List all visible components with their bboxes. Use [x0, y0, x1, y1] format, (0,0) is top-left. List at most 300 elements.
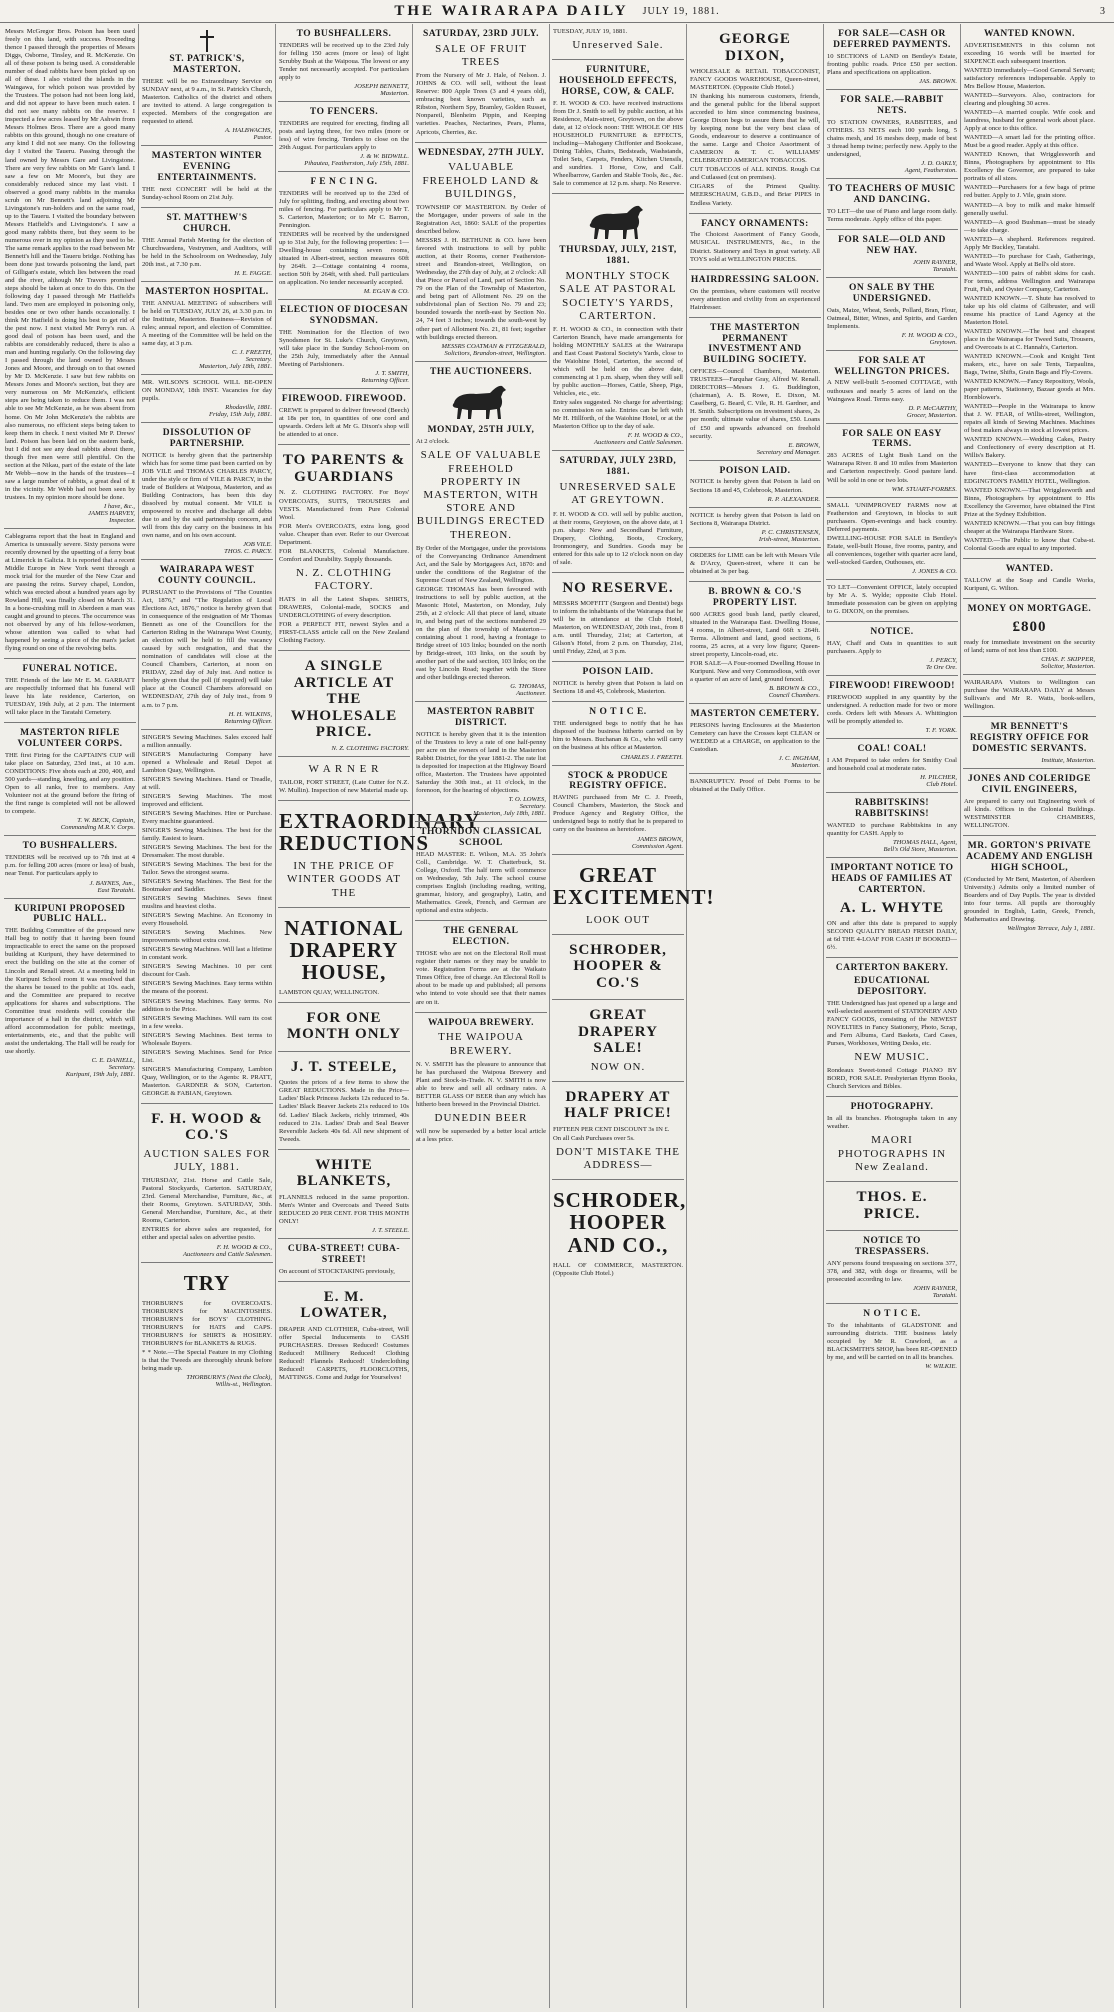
ad-display-line: WHITE BLANKETS, — [296, 1156, 392, 1190]
ad-signature: C. J. FREETH, Secretary. Masterton, July 18th, 1881. — [199, 348, 272, 370]
advertisement-block — [826, 498, 958, 580]
ad-heading: WEDNESDAY, 27TH JULY. — [417, 147, 545, 158]
column-5 — [550, 24, 715, 2008]
advertisement-block — [826, 739, 958, 793]
ad-body-text: SINGER'S Manufacturing Company, Lambton Quay, Wellington, or to the Agents: R. PRATT, Masterton. GARDNER & SON, Carterton. GEORGE & FABIAN, Greytown. — [142, 1065, 272, 1097]
ad-body-text: 10 SECTIONS of LAND on Bentley's Estate, fronting public roads. Price £50 per section. Plans and specifications on application. — [827, 52, 957, 76]
ad-body-text: N. V. SMITH has the pleasure to announce that he has purchased the Waipoua Brewery and Plant and Stock-in-Trade. N. V. SMITH is now able to brew and sell all ordinary rates. A BETTER GLASS OF BEER than any which has hitherto been brewed in the Provincial District. — [416, 1060, 546, 1108]
ad-signature: C. E. DANIELL, Secretary. Kuripuni, 19th July, 1881. — [65, 1056, 135, 1078]
ad-body-text: SINGER'S Sewing Machines. Will earn its cost in a few weeks. — [142, 1014, 272, 1030]
ad-body-text: The Choicest Assortment of Fancy Goods, MUSICAL INSTRUMENTS, &c., in the District. Stationery and Toys in great variety. All TOYS sold at WELLINGTON PRICES. — [690, 231, 820, 263]
ad-body-text: F. H. WOOD & CO., in connection with their Carterton Branch, have made arrangements for holding MONTHLY SALES at the Wairarapa and East Coast Pastoral Society's Yards, close to the Waiohine Hotel, Carterton, the second of which will be held on the above date, commencing at 1 p.m. sharp, when they will sell by public auction—Horses, Cattle, Sheep, Pigs, Vehicles, etc., etc. — [553, 325, 683, 398]
ad-body-text: SINGER'S Sewing Machines. Will last a lifetime in constant work. — [142, 946, 272, 962]
ad-signature: Wellington Terrace, July 1, 1881. — [1007, 925, 1095, 933]
ad-signature: JOHN RAYNER, Taratahi. — [913, 1284, 957, 1299]
column-6 — [687, 24, 824, 2008]
ad-heading: MASTERTON RIFLE VOLUNTEER CORPS. — [17, 728, 123, 750]
ad-subheading: NEW MUSIC. — [854, 1051, 930, 1064]
ad-heading: FURNITURE, HOUSEHOLD EFFECTS, HORSE, COW, & CALF. — [559, 65, 677, 98]
ad-subheading: AUCTION SALES FOR JULY, 1881. — [143, 1147, 271, 1174]
ad-signature: T. W. BECK, Captain, Commanding M.R.V. Corps. — [60, 817, 135, 832]
ad-body-text: * * Note.—The Special Feature in my Clothing is that the Tweeds are thoroughly shrunk before being made up. — [142, 1348, 272, 1372]
ad-body-text: ANY persons found trespassing on sections 377, 378, and 382, with dogs or firearms, will be prosecuted according to law. — [827, 1259, 957, 1283]
advertisement-block — [4, 24, 136, 529]
advertisement-block — [4, 899, 136, 1082]
ad-body-text: FOR BLANKETS, Colonial Manufacture. Comfort and Durability. Supply thousands. — [279, 547, 409, 563]
ad-body-text: WANTED.—The Public to know that Cuba-st. Colonial Goods are equal to any imported. — [964, 536, 1095, 552]
ad-body-text: THE undersigned begs to notify that he has disposed of the business hitherto carried on by him to Messrs. Buchanan & Co., who will carry on the business at his office at Masterton. — [553, 720, 683, 752]
ad-heading: SATURDAY, 23RD JULY. — [422, 29, 540, 39]
ad-body-text: SINGER'S Sewing Machines. The best for the family. Easiest to learn. — [142, 826, 272, 842]
ad-heading: IMPORTANT NOTICE TO HEADS OF FAMILIES AT CARTERTON. — [830, 862, 954, 895]
ad-heading: TO BUSHFALLERS. — [22, 841, 118, 852]
ad-heading: MASTERTON WINTER EVENING ENTERTAINMENTS. — [151, 151, 263, 183]
ad-body-text: Oats, Maize, Wheat, Seeds, Pollard, Bran, Flour, Oatmeal, Bitter, Wines, and Spirits, and Garden Implements. — [827, 306, 957, 330]
advertisement-block — [278, 757, 410, 801]
ad-heading: NOTICE. — [870, 626, 914, 637]
advertisement-block — [826, 1097, 958, 1182]
advertisement-block — [141, 1104, 273, 1263]
ad-heading: POISON LAID. — [582, 667, 654, 678]
ad-display-line: DRAPERY AT HALF PRICE! — [564, 1088, 672, 1122]
ad-signature: Institute, Masterton. — [1041, 757, 1095, 765]
ad-signature: B. BROWN & CO., Council Chambers. — [768, 684, 820, 699]
ad-heading: FOR SALE.—RABBIT NETS. — [840, 94, 944, 116]
ad-body-text: WANTED—A good Bushman—must be steady—to take charge. — [964, 218, 1095, 234]
ad-body-text: F. H. WOOD & CO. will sell by public auction, at their rooms, Greytown, on the above date, at 1 p.m. sharp: New and Secondhand Furniture, Drapery, Clothing, Boots, Crockery, Ironmongery, and Sundries. Goods may be entered for this sale up to 12 o'clock noon on day of sale. — [553, 510, 683, 566]
ad-body-text: SMALL 'UNIMPROVED' FARMS now at Featherston and Greytown, in blocks to suit purchasers. Open-evenings and back country. Deferred payments. — [827, 501, 957, 533]
ad-body-text: will now be superseded by a better local article at a less price. — [416, 1128, 546, 1144]
ad-heading: MR BENNETT'S REGISTRY OFFICE FOR DOMESTIC SERVANTS. — [969, 722, 1090, 755]
ad-heading: COAL! COAL! — [857, 743, 927, 754]
horse-icon — [553, 201, 683, 241]
ad-signature: CHARLES J. FREETH. — [620, 753, 683, 761]
ad-body-text: SINGER'S Sewing Machine. An Economy in every Household. — [142, 912, 272, 928]
advertisement-block — [689, 24, 821, 214]
ad-body-text: HAVING purchased from Mr C. J. Freeth, Council Chambers, Masterton, the Stock and Produce Agency and Registry Office, the undersigned begs to notify that he is prepared to carry on the business as heretofore. — [553, 794, 683, 834]
ad-heading: ST. PATRICK'S, MASTERTON. — [169, 54, 245, 75]
ad-heading: MASTERTON RABBIT DISTRICT. — [427, 707, 535, 729]
ad-signature: D. P. McCARTHY, Grocer, Masterton. — [906, 404, 957, 419]
ad-heading: MR. GORTON'S PRIVATE ACADEMY AND ENGLISH HIGH SCHOOL, — [966, 841, 1093, 873]
ad-heading: PHOTOGRAPHY. — [850, 1102, 934, 1113]
advertisement-block — [278, 300, 410, 389]
ad-body-text: At 2 o'clock. — [416, 438, 450, 446]
ad-heading: WAIPOUA BREWERY. — [427, 1017, 535, 1028]
ad-body-text: IN thanking his numerous customers, friends, and the general public for the liberal support accorded to him since commencing business, George Dixon begs to assure them that he will, by keeping none but the very best class of Goods, endeavour to deserve a continuance of the same. Large and Choice Assortment of CAMERON & T. C. WILLIAMS' CELEBRATED AMERICAN TOBACCOS. — [690, 93, 820, 165]
ad-display-line: F. H. WOOD & CO.'S — [151, 1110, 263, 1144]
ad-body-text: TOWNSHIP OF MASTERTON. By Order of the Mortgagee, under powers of sale in the Registration Act, 1860: SALE of the properties described below. — [416, 204, 546, 236]
ad-body-text: GEORGE THOMAS has been favoured with instructions to sell by public auction, at the Masonic Hotel, Masterton, on Monday, July 25th, at 2 o'clock: All that piece of land, situate in, and being part of the sections numbered 29 on the plan of the township of Masterton—containing about 1 rood, having a frontage to Bridge street of 103 links; bounded on the north by Bridge-street, 103 links, on the south by another part of the said section, 103 links; on the east by Lincoln Road; together with the Store and other buildings erected thereon. — [416, 585, 546, 682]
ad-signature: JOHN RAYNER, Taratahi. — [913, 258, 957, 273]
advertisement-block — [4, 836, 136, 898]
ad-headline: TRY — [183, 1270, 231, 1295]
ad-body-text: THE Undersigned has just opened up a large and well-selected assortment of STATIONERY AND FANCY GOODS, consisting of the NEWEST NOVELTIES in Fancy Stationery, Photo, Scrap, and Fern Albums, Card Baskets, Card Cases, Purses, Workboxes, Writing Desks, etc. — [827, 999, 957, 1048]
ad-body-text: HATS in all the Latest Shapes. SHIRTS, DRAWERS, Colonial-made, SOCKS and UNDERCLOTHING of every description. — [279, 596, 409, 620]
advertisement-block — [963, 675, 1096, 717]
ad-heading: DISSOLUTION OF PARTNERSHIP. — [162, 428, 252, 449]
page-number: 3 — [1100, 5, 1106, 17]
ad-body-text: SINGER'S Sewing Machines. Hire or Purchase. Every machine guaranteed. — [142, 809, 272, 825]
ad-signature: THORBURN'S (Next the Clock), Willis-st., Wellington. — [186, 1373, 272, 1388]
ad-signature: JOB VILE. THOS. C. PARCY. — [224, 541, 272, 556]
ad-signature: CHAS. F. SKIPPER, Solicitor, Masterton. — [1040, 656, 1095, 671]
advertisement-block — [278, 24, 410, 102]
ad-body-text: HAY, Chaff and Oats in quantities to suit purchasers. Apply to — [827, 639, 957, 655]
ad-heading: MASTERTON HOSPITAL. — [145, 286, 269, 297]
ad-heading: POISON LAID. — [719, 465, 791, 476]
ad-body-text: THORBURN'S for OVERCOATS. THORBURN'S for MACINTOSHES. THORBURN'S for BOYS' CLOTHING. THORBURN'S for HATS and CAPS. THORBURN'S for SHIRTS & HOSIERY. THORBURN'S for BLANKETS & RUGS. — [142, 1299, 272, 1347]
advertisement-block — [141, 24, 273, 146]
ad-body-text: LAMBTON QUAY, WELLINGTON. — [279, 988, 380, 996]
advertisement-block — [689, 774, 821, 799]
ad-body-text: ON and after this date is prepared to supply SECOND QUALITY BREAD FRESH DAILY, at 6d THE 4-LOAF FOR CASH IF BOOKED—6½. — [827, 920, 957, 952]
ad-heading: NOTICE TO TRESPASSERS. — [854, 1236, 930, 1257]
ad-body-text: SINGER'S Sewing Machines. Sales exceed half a million annually. — [142, 733, 272, 749]
ad-signature: H. PILCHER, Club Hotel. — [920, 773, 957, 788]
advertisement-block — [278, 908, 410, 1003]
advertisement-block — [963, 769, 1096, 836]
ad-heading: THE GENERAL ELECTION. — [443, 926, 519, 948]
ad-body-text: SINGER'S Sewing Machines. Easy terms. No addition to the Price. — [142, 997, 272, 1013]
advertisement-block — [141, 423, 273, 560]
ad-body-text: SINGER'S Manufacturing Company have opened a Wholesale and Retail Depot at Lambton Quay, Wellington. — [142, 750, 272, 774]
ad-heading: TO TEACHERS OF MUSIC AND DANCING. — [828, 183, 956, 205]
ad-heading: MONEY ON MORTGAGE. — [967, 603, 1092, 614]
ad-heading: EDUCATIONAL DEPOSITORY. — [853, 976, 931, 998]
advertisement-block — [826, 580, 958, 622]
ad-body-text: THE first Firing for the CAPTAIN'S CUP will take place on Saturday, 23rd inst., at 10 a.m. CONDITIONS: Five shots each at 200, 400, and 500 yards—standing, kneeling, and any position. Open to all ranks, free to members. Any Volunteer not at the ground before the firing of the first range is completed will not be allowed to compete. — [5, 752, 135, 816]
ad-body-text: BANKRUPTCY. Proof of Debt Forms to be obtained at the Daily Office. — [690, 777, 820, 793]
advertisement-block — [963, 836, 1096, 936]
ad-heading: ST. MATTHEW'S CHURCH. — [166, 212, 248, 234]
ad-body-text: TENDERS will be received up to the 23rd July for felling 150 acres (more or less) of light Scrubby Bush at the Waipoua. The lowest or any Tender not necessarily accepted. For particulars apply to — [279, 41, 409, 82]
ad-signature: JAS. BROWN. — [919, 77, 957, 85]
ad-body-text: On the premises, where customers will receive every attention and civility from an experienced Hairdresser. — [690, 287, 820, 311]
ad-body-text: WHOLESALE & RETAIL TOBACCONIST, FANCY GOODS WAREHOUSE, Queen-street, MASTERTON. (Opposite Club Hotel.) — [690, 68, 820, 92]
advertisement-block — [552, 702, 684, 765]
ad-heading: FIREWOOD! FIREWOOD! — [829, 680, 955, 691]
ad-signature: F. H. WOOD & CO., Greytown. — [901, 331, 957, 346]
ad-subheading: MAORI PHOTOGRAPHS IN New Zealand. — [837, 1134, 947, 1173]
ad-body-text: SINGER'S Sewing Machines. The best for the Tailor. Sews the strongest seams. — [142, 861, 272, 877]
ad-display-line: A SINGLE ARTICLE AT THE WHOLESALE PRICE. — [290, 658, 398, 741]
ad-body-text: From the Nursery of Mr J. Hale, of Nelson. J. JOHNS & CO. will sell, without the least Reserve: 800 Apple Trees (3 and 4 years old), embracing best known varieties, such as Ribston, Northern Spy, Bramley, Golden Russet, Nonpareil, Blenheim Pippin, and Keeping varieties. Peaches, Nectarines, Pears, Plums, Apricots, Cherries, &c. — [416, 72, 546, 136]
ad-body-text: Messrs McGregor Bros. Poison has been used freely on this land, with success. Proceeding thence I passed through the properties of Messrs Diggs, Osborne, Tinsley, and R. McKenzie. On all of these poison is being used. A considerable number of dead rabbits have been picked up on all of these. I also visited the islands in the Waingawa, for which poison was provided by the Trustees. The poison had not been long laid, and did not appear to have been much eaten. I did not see many rabbits on the reserve. I inspected a few acres leased by Mr Ashwin from Messrs Holmes Bros. There are a good many rabbits on this ground, though no one creature of any kind I did not see many. On the following day I visited the Taueru. Passing through the land owned by Messrs Gare and Livingstone. There are very few rabbits on Mr Gare's land. I saw a few on Mr Moore's, but they are considerably reduced since my last visit. I observed a good many rabbits in the manuka scrub on Mr Bennett's land adjoining Mr Livingstone's run-holders and on the same road, up to the Taueru. I visited the boundary between Messrs Hatfield's and Livingstone's. I saw a good many rabbits there, but they seem to be numerous over in my opinion as they used to be. The same remark applies to the road between Mr Bennett's hill and the Taueru bridge. Nothing has been done just towards poisoning the land, part of Gilligan's estate, which lies between the road and the river, although Mr Travers promised steps should be taken at once to do this. On the following day I passed through Mr Hatfield's land. Two men are employed in poisoning only, besides one or two other hands occasionally. I think Mr Hatfield is doing his best to get rid of the pest now. I next visited Mr Perry's run. A good deal of poison has been used, and the rabbits are considerably reduced, there is also a man and hunting regularly. On the following day I passed through the land owned by Messrs Jones and Moore, and through on to that owned by Mr D. McKenzie. I saw but few rabbits on Messrs Jones and Moore's section, but they are very numerous on Mr McKenzie's, efficient steps are being taken to reduce them. I was not able to see Mr McKenzie, as he was absent from home. On Mr John McKenzie's the rabbits are also numerous, no efficient steps being taken to keep them in check. I next visited Mr P. Drews' land. Poison has been laid on the eastern bank, but I did not see any dead rabbits about there, though five men were still plentiful. On the section at the Nikau, part of the estate of the late Mr Webb—now in the hands of the trustees—I saw a large number of rabbits, a great deal of it in the vicinity. Mr Webb had not been seen by trustees. In my opinion more should be done. — [5, 28, 135, 501]
advertisement-block — [963, 24, 1096, 559]
ad-body-text: WANTED KNOWN.—Fancy Repository, Wools, paper patterns, Stationery, Bazaar goods at Mrs. Hornblower's. — [964, 378, 1095, 402]
ad-body-text: FOR SALE—A Four-roomed Dwelling House in Kuripuni. New and very Commodious, with over a quarter of an acre of land, ground fenced. — [690, 659, 820, 683]
ad-body-text: NOTICE is hereby given that Poison is laid on Sections 8, Wairarapa District. — [690, 511, 820, 527]
ad-body-text: FIREWOOD supplied in any quantity by the undersigned. A reduction made for two or more cords. Orders left with Messrs A. Whittington will be promptly attended to. — [827, 693, 957, 725]
ad-body-text: WAIRARAPA Visitors to Wellington can purchase the WAIRARAPA DAILY at Messrs Sullivan's and Mr R. Watts, book-sellers, Wellington. — [964, 679, 1095, 711]
ad-body-text: ORDERS for LIME can be left with Messrs Vile & D'Arcy, Queen-street, where it can be obtained at 3s per bag. — [690, 551, 820, 575]
advertisement-block — [689, 318, 821, 461]
ad-body-text: TENDERS will be received by the undersigned up to 31st July, for the following properties: 1—Dwelling-house containing seven rooms, situated in Albert-street, section measures 60ft by 264ft. 2—Cottage containing 4 rooms, section 50ft by 264ft, with shed. Full particulars on application. No tender necessarily accepted. — [279, 231, 409, 287]
ad-body-text: Quotes the prices of a few items to show the GREAT REDUCTIONS. Made in the Price—Ladies' Black Princess Jackets 12s reduced to 5s. Ladies' Black Beaver Jackets 21s reduced to 10s 6d. Ladies' Black Jackets, richly trimmed, 40s reduced to 21s. Ladies' Drab and Seal Beaver Reversible Jackets 40s 6d. All new shipment of Tweeds. — [279, 1079, 409, 1143]
advertisement-block — [552, 24, 684, 60]
ad-heading: F E N C I N G. — [310, 177, 378, 188]
ad-heading: FOR SALE AT WELLINGTON PRICES. — [834, 355, 950, 377]
advertisement-block — [4, 723, 136, 836]
masthead — [0, 0, 1114, 23]
ad-body-text: THURSDAY, 21st. Horse and Cattle Sale, Pastoral Stockyards, Carterton. SATURDAY, 23rd. General Merchandise, Furniture, &c., at their Rooms, Greytown. SATURDAY, 30th. General Merchandise, Furniture, &c., at their Rooms, Carterton. — [142, 1177, 272, 1225]
ad-body-text: By Order of the Mortgagee, under the provisions of the Conveyancing Ordinance Amendment Act, and the Sale by Mortgagees Act, 1870: and under the conditions of the Registrar of the Supreme Court of New Zealand, Wellington. — [416, 544, 546, 584]
ad-body-text: FIFTEEN PER CENT DISCOUNT 3s IN £. — [553, 1125, 670, 1133]
ad-heading: WANTED. — [1005, 563, 1054, 574]
ad-body-text: WANTED KNOWN.—T. Shute has resolved to take up his old claims of Gilbruster, and will resume his practice of Land Agency at the Masterton Hotel. — [964, 294, 1095, 326]
ad-heading: WANTED KNOWN. — [984, 29, 1075, 39]
ad-signature: J. T. STEELE. — [371, 1226, 409, 1234]
ad-body-text: WANTED Known, that Wrigglesworth and Binns, Photographers by appointment to His Excellency the Governor, are prepared to take portraits of all sizes. — [964, 151, 1095, 183]
ad-body-text: A NEW well-built 5-roomed COTTAGE, with outhouses and nearly 5 acres of land on the Waingawa Road. Terms easy. — [827, 379, 957, 403]
ad-body-text: FLANNELS reduced in the same proportion. Men's Winter and Overcoats and Tweed Suits REDUCED 20 PER CENT. FOR THIS MONTH ONLY! — [279, 1193, 409, 1225]
ad-body-text: 600 ACRES good bush land, partly cleared, situated in the Wairarapa East. Dwelling House, 4 rooms, in Albert-street, Land 66ft x 264ft. Terms. Allotment and land, good sections, 6 rooms, 25 acres, at a very low figure; Queen-street property, Lincoln-road, etc. — [690, 610, 820, 658]
ad-display-line: NO RESERVE. — [562, 579, 674, 596]
ad-body-text: MESSRS J. H. BETHUNE & CO. have been favored with instructions to sell by public auction, at their Rooms, corner Featherston-street and Brandon-street, Wellington, on Wednesday, the 27th day of July, at 2 o'clock: All that Piece or Parcel of Land, part of Section No. 79 on the Plan of the Township of Masterton, and being part of Allotment No. 29 on the subdivisional plan of Section No. 79 and 23; bounded towards the north-east by Section No. 24, 74 feet 3 inches; towards the south-west by other part of Allotment No. 21, 81 feet; together with buildings erected thereon. — [416, 237, 546, 341]
ad-body-text: WANTED—People in the Wairarapa to know that J. W. FEAR, of Willis-street, Wellington, repairs all kinds of Sewing Machines. Machines of best makers always in stock at lowest prices. — [964, 403, 1095, 435]
ad-body-text: TO LET—Convenient OFFICE, lately occupied by Mr A. S. Wylde; opposite Club Hotel. Immediate possession can be given on applying to G. DIXON, on the premises. — [827, 583, 957, 615]
ad-signature: G. THOMAS, Auctioneer. — [510, 683, 546, 698]
ad-heading: RABBITSKINS! RABBITSKINS! — [854, 797, 930, 819]
advertisement-block — [826, 1231, 958, 1304]
ad-body-text: THERE will be no Extraordinary Service on SUNDAY next, at 9 a.m., in St. Patrick's Church, Masterton. Catholics of the district and others are invited to attend. A large congregation is expected. Members of the congregation are requested to attend. — [142, 77, 272, 125]
advertisement-block — [552, 60, 684, 194]
ad-body-text: NOTICE is hereby given that the partnership which has for some time past been carried on by JOB VILE and THOMAS CHARLES PARCY, under the style or firm of VILE & PARCY, in the trade of Builders at Waipoua, Masterton, and as Building Contractors, has been this day dissolved by mutual consent. Mr VILE is empowered to receive and discharge all debts due to and by the said partnership concern, and will from this day carry on the business in his own name, and on his own account. — [142, 451, 272, 540]
ad-heading: FUNERAL NOTICE. — [22, 664, 118, 675]
ad-heading: THURSDAY, JULY, 21ST, 1881. — [559, 245, 677, 267]
ad-signature: J. BAYNES, Jun., East Taratahi. — [89, 879, 135, 894]
ad-body-text: NOTICE is hereby given that it is the intention of the Trustees to levy a rate of one half-penny per acre on the owners of land in the Masterton Rabbit District, for the year 1881-2. The rate list is deposited for inspection at the Highway Board office, Masterton. The Trustees have appointed Saturday the 30th inst., at 11 o'clock, in the forenoon, for the hearing of objections. — [416, 731, 546, 795]
ad-body-text: CUT TOBACCOS of ALL KINDS. Rough Cut and Cutlassed (cut on premises). — [690, 166, 820, 182]
ad-heading: WAIRARAPA WEST COUNTY COUNCIL. — [158, 565, 256, 587]
advertisement-block — [278, 1239, 410, 1282]
advertisement-block — [278, 1052, 410, 1150]
ad-body-text: MESSRS MOFFITT (Surgeon and Dentist) begs to inform the inhabitants of the Wairarapa that he will be in attendance at the Club Hotel, Masterton, on WEDNESDAY, 20th inst., from 8 a.m. until Thursday, 21st; at Carterton, at Gilson's Hotel, from 2 p.m. on Thursday, 21st, until Friday, 22nd, at 3 p.m. — [553, 600, 683, 656]
ad-body-text: SINGER'S Sewing Machines. Send for Price List. — [142, 1048, 272, 1064]
ad-heading: KURIPUNI PROPOSED PUBLIC HALL. — [14, 903, 126, 925]
ad-body-text: SINGER'S Sewing Machines. 10 per cent discount for Cash. — [142, 963, 272, 979]
ad-signature: MESSRS COATMAN & FITZGERALD, Solicitors, Brandon-street, Wellington. — [441, 342, 546, 357]
masthead-date: JULY 19, 1881. — [642, 5, 720, 17]
advertisement-block — [689, 270, 821, 318]
ad-subheading: LOOK OUT — [586, 913, 650, 926]
ad-subheading: DUNEDIN BEER — [434, 1112, 528, 1125]
ad-signature: J. T. SMITH, Returning Officer. — [361, 370, 409, 385]
advertisement-block — [689, 582, 821, 704]
ad-heading: CUBA-STREET! CUBA-STREET! — [287, 1243, 401, 1265]
ad-subheading: UNRESERVED SALE AT GREYTOWN. — [559, 481, 677, 507]
ad-signature: JAMES BROWN, Commission Agent. — [631, 835, 683, 850]
ad-body-text: FOR Men's OVERCOATS, extra long, good value. Cheaper than ever. Refer to our Overcoat Department. — [279, 522, 409, 546]
ad-signature: W. WILKIE. — [925, 1363, 957, 1371]
advertisement-block — [415, 702, 547, 822]
ad-body-text: THE Building Committee of the proposed new Hall beg to notify that it having been found impracticable to erect the same on the proposed building at Kuripuni, they have determined to erect the building on the site at the corner of Lincoln and Renall street. At a meeting held in the Kuripuni School room it was resolved that the shares be issued to the public at 10s. each, and the Committee are prepared to receive applications for shares and subscriptions. The Committee trust residents will consider the importance of a hall in the district, which will afford accommodation for public meetings, entertainments, etc., and that the public will assist the undertaking. The Hall will be ready for use shortly. — [5, 927, 135, 1055]
ad-heading: STOCK & PRODUCE REGISTRY OFFICE. — [567, 770, 669, 792]
ad-body-text: SINGER'S Sewing Machines. New improvements without extra cost. — [142, 929, 272, 945]
ad-signature: H. E. FAGGE. — [234, 269, 272, 277]
ad-subheading: VALUABLE FREEHOLD LAND & BUILDINGS, — [422, 161, 540, 200]
ad-heading: FOR SALE ON EASY TERMS. — [842, 428, 942, 450]
ad-body-text: WANTED—Purchasers for a few bags of prime red butter. Apply to J. Vile, grain store. — [964, 184, 1095, 200]
ad-display-line: TO PARENTS & GUARDIANS — [282, 452, 406, 485]
ad-signature: N. Z. CLOTHING FACTORY. — [331, 744, 409, 752]
ad-body-text: OFFICES—Council Chambers, Masterton. TRUSTEES—Farquhar Gray, Alfred W. Renall. DIRECTORS—Messrs J. G. Buddington, (chairman), A. B. Rowe, E. Dixon, M. Caselberg, G. Beard, C. Vile, R. H. Gardner, and H. Smith. Subscriptions on investment shares, 2s per month; ultimate value of shares, £50. Loans of £50 and upwards advanced on freehold security. — [690, 368, 820, 440]
ad-body-text: WANTED—A shepherd. References required. Apply Mr Buckley, Taratahi. — [964, 235, 1095, 251]
ad-body-text: WANTED—A boy to milk and make himself generally useful. — [964, 201, 1095, 217]
ad-heading: TO BUSHFALLERS. — [296, 29, 392, 39]
ad-body-text: N. Z. CLOTHING FACTORY. For Boys' OVERCOATS, SUITS, TROUSERS and VESTS. Manufactured from Pure Colonial Wool. — [279, 489, 409, 521]
ad-body-text: SINGER'S Sewing Machines. The most improved and efficient. — [142, 792, 272, 808]
advertisement-block — [415, 143, 547, 362]
ad-body-text: SINGER'S Sewing Machines. The best for the Dressmaker. The most durable. — [142, 843, 272, 859]
advertisement-block — [4, 529, 136, 659]
ad-body-text: CREWE is prepared to deliver firewood (Beech) at 18s per ton, in quantities of one cord and upwards. Orders left at Mr G. Dixon's shop will be attended to at once. — [279, 407, 409, 439]
ad-headline: GREAT EXCITEMENT! — [553, 862, 715, 909]
advertisement-block — [826, 676, 958, 739]
advertisement-block — [552, 194, 684, 451]
advertisement-block — [278, 172, 410, 300]
advertisement-block — [826, 278, 958, 351]
advertisement-block — [552, 855, 715, 935]
ad-subheading: W A R N E R — [308, 762, 380, 775]
ad-body-text: SINGER'S Sewing Machines. Sews finest muslins and heaviest cloths. — [142, 895, 272, 911]
advertisement-block — [826, 1304, 958, 1374]
advertisement-block — [826, 351, 958, 424]
advertisement-block — [689, 461, 821, 508]
ad-heading: FOR SALE—CASH OR DEFERRED PAYMENTS. — [833, 29, 951, 50]
advertisement-block — [415, 822, 547, 921]
advertisement-block — [552, 1180, 687, 1282]
ad-heading: JONES AND COLERIDGE CIVIL ENGINEERS, — [968, 774, 1091, 796]
ad-subheading: NOW ON. — [590, 1060, 646, 1073]
ad-body-text: To the inhabitants of GLADSTONE and surrounding districts. THE business lately occupied by Mr R. Crawford, as a BLACKSMITH'S SHOP, has been RE-OPENED by me, and will be carried on in all its branches. — [827, 1321, 957, 1361]
advertisement-block — [826, 230, 958, 278]
ad-body-text: TENDERS are required for erecting, finding all posts and laying three, for two miles (more or less) of wire fencing. Tenders to close on the 29th August. For particulars apply to — [279, 120, 409, 152]
ad-subheading: SALE OF VALUABLE FREEHOLD PROPERTY IN MASTERTON, WITH STORE AND BUILDINGS ERECTED THEREON. — [416, 449, 546, 541]
advertisement-block — [278, 1003, 410, 1052]
ad-body-text: PURSUANT to the Provisions of "The Counties Act, 1876," and "The Regulation of Local Elections Act, 1876," notice is hereby given that in consequence of the resignation of Mr Thomas Bennett as one of the Councillors for the Carterton Riding in the Wairarapa West County, an election will be held to fill the vacancy caused by such resignation, and that the nomination of candidates will close at the Council Chambers, Carterton, at noon on FRIDAY, 22nd day of July inst. And notice is hereby given that the poll (if required) will take place at the Council Chambers aforesaid on WEDNESDAY, 27th day of July inst., from 9 a.m. to 7 p.m. — [142, 589, 272, 709]
ad-display-line: A. L. WHYTE — [839, 899, 945, 916]
ad-display-line: £800 — [1012, 618, 1047, 635]
advertisement-block — [141, 1263, 273, 1392]
ad-body-text: SINGER'S Sewing Machines. Hand or Treadle, at will. — [142, 775, 272, 791]
ad-headline: NATIONAL DRAPERY HOUSE, — [284, 915, 404, 984]
ad-display-line: SCHRODER, HOOPER & CO.'S — [569, 941, 667, 991]
ad-subheading: IN THE PRICE OF WINTER GOODS AT THE — [287, 860, 401, 899]
ad-body-text: THOSE who are not on the Electoral Roll must register their names or they may be unable to vote. Registration Forms are at the Waikato Times Office, free of charge. An Electoral Roll is about to be made up and published; all persons who intend to vote should see that their names are on it. — [416, 950, 546, 1006]
ad-body-text: HEAD MASTER: E. Wilson, M.A. 35 John's Coll., Cambridge. W. T. Chatterbuck, St. College, Oxford. The half term will commence on Wednesday, 5th July. The school course comprises English (including reading, writing, grammar, history, and geography), Latin, and Mathematics. Greek, French, and German are optional and extra subjects. — [416, 851, 546, 915]
advertisement-block — [963, 599, 1096, 675]
ad-subheading: DON'T MISTAKE THE ADDRESS— — [555, 1146, 681, 1172]
advertisement-block — [552, 662, 684, 702]
ad-body-text: DRAPER AND CLOTHIER, Cuba-street, Will offer Special Inducements to CASH PURCHASERS. Dresses Reduced! Costumes Reduced! Millinery Reduced! Clothing Reduced! Flannels Reduced! Underclothing Reduced! CARPETS, FLOORCLOTHS, MATTINGS. Come and Judge for Yourselves! — [279, 1325, 409, 1381]
ad-heading: FOR SALE—OLD AND NEW HAY. — [838, 234, 946, 256]
ad-heading: HAIRDRESSING SALOON. — [690, 274, 820, 285]
advertisement-block — [826, 1182, 958, 1231]
advertisement-block — [689, 704, 821, 774]
ad-heading: SATURDAY, JULY 23RD, 1881. — [559, 456, 677, 478]
ad-body-text: TENDERS will be received up to 7th inst at 4 p.m. for felling 200 acres (more or less) of bush, near Tenui. For particulars apply to — [5, 854, 135, 878]
advertisement-block — [141, 560, 273, 729]
ad-body-text: PERSONS having Enclosures at the Masterton Cemetery can have the Crosses kept CLEAN or WEEDED at a CHARGE, on application to the Custodian. — [690, 721, 820, 753]
ad-heading: N O T I C E. — [863, 1308, 921, 1319]
ad-body-text: TENDERS will be received up to the 23rd of July for splitting, finding, and erecting about two miles of fencing. For particulars apply to Mr T. S. Carterton, Masterton; or to Mr C. Barron, Pennington. — [279, 190, 409, 230]
advertisement-block — [415, 1013, 547, 1150]
ad-display-line: GREAT DRAPERY SALE! — [578, 1007, 658, 1057]
column-7 — [824, 24, 961, 2008]
cross-icon — [199, 30, 215, 52]
ad-signature: J. JONES & CO. — [912, 567, 957, 575]
ad-body-text: THE Annual Parish Meeting for the election of Churchwardens, Vestrymen, and Auditors, will be held in the Schoolroom on Wednesday, July 20th inst., at 7.30 p.m. — [142, 236, 272, 268]
ad-signature: Rhodaville, 1881. Friday, 15th July, 1881. — [208, 404, 272, 419]
ad-heading: CARTERTON BAKERY. — [835, 963, 949, 974]
ad-signature: R. P. ALEXANDER. — [767, 495, 820, 503]
advertisement-block — [278, 389, 410, 445]
ad-body-text: HALL OF COMMERCE, MASTERTON. (Opposite Club Hotel.) — [553, 1261, 683, 1277]
ad-body-text: FOR a PERFECT FIT, newest Styles and a FIRST-CLASS article call on the New Zealand Clothing Factory. — [279, 621, 409, 645]
advertisement-block — [826, 90, 958, 179]
ad-signature: E. BROWN, Secretary and Manager. — [756, 441, 820, 456]
ad-signature: JOSEPH BENNETT, Masterton. — [354, 83, 409, 98]
ad-display-line: FOR ONE MONTH ONLY — [286, 1009, 402, 1043]
advertisement-block — [415, 921, 547, 1012]
advertisement-block — [552, 766, 684, 855]
ad-subheading: SALE OF FRUIT TREES — [435, 42, 527, 69]
ad-body-text: WANTED—Surveyors. Also, contractors for clearing and ploughing 30 acres. — [964, 92, 1095, 108]
ad-body-text: TO STATION OWNERS, RABBITERS, and OTHERS. 53 NETS each 100 yards long, 5 chains mesh, and 16 meshes deep, made of best 3 thread hemp twine; perfectly new. Apply to the undersigned, — [827, 118, 957, 158]
ad-body-text: SINGER'S Sewing Machines. Easy terms within the means of the poorest. — [142, 980, 272, 996]
ad-heading: MASTERTON CEMETERY. — [690, 708, 820, 719]
ad-heading: TO FENCERS. — [309, 107, 379, 118]
advertisement-block — [552, 1000, 684, 1082]
advertisement-block — [826, 858, 958, 958]
ad-body-text: Rondeaux Sweet-toned Cottage PIANO BY BORD, FOR SALE. Presbyterian Hymn Books, Church Services and Bibles. — [827, 1067, 957, 1091]
ad-body-text: On account of STOCKTAKING previously, — [279, 1267, 395, 1275]
advertisement-block — [141, 375, 273, 423]
ad-signature: M. EGAN & CO. — [363, 288, 409, 296]
advertisement-block — [278, 102, 410, 172]
ad-body-text: SINGER'S Sewing Machines. The Best for the Bootmaker and Saddler. — [142, 878, 272, 894]
ad-signature: J. PERCY, Te Ore Ore. — [926, 656, 957, 671]
ad-body-text: DWELLING-HOUSE FOR SALE in Bentley's Estate, well-built House, five rooms, pantry, and all conveniences, together with quarter acre land, well-stocked Garden, Outhouses, etc. — [827, 534, 957, 566]
ad-signature: I have, &c., JAMES HARVEY, Inspector. — [88, 502, 135, 524]
ad-heading: FIREWOOD. FIREWOOD. — [281, 394, 407, 405]
ad-display-line: GEORGE DIXON, — [719, 31, 791, 64]
advertisement-block — [141, 208, 273, 282]
ad-body-text: TO LET—the use of Piano and large room daily. Terms moderate. Apply office of this paper. — [827, 207, 957, 223]
ad-body-text: F. H. WOOD & CO. have received instructions from Dr J. Smith to sell by public auction, at his Residence, Main-street, Greytown, on the above date, at 12 o'clock noon: THE WHOLE OF HIS HOUSEHOLD FURNITURE & EFFECTS, including—Mahogany Chiffonier and Bookcase, Dining Tables, Chairs, Bedsteads, Washstands, Toilet Sets, Carpets, Fenders, Kitchen Utensils, and sundries. 1 Horse, Cow, and Calf. Wheelbarrow, Garden and Stable Tools, &c., &c. Sale to commence at 12 p.m. sharp. No Reserve. — [553, 99, 683, 188]
ad-heading: N O T I C E. — [589, 707, 647, 718]
advertisement-block — [826, 424, 958, 498]
ad-body-text: WANTED—Everyone to know that they can have first-class accommodation at EDGINGTON'S FAMILY HOTEL, Wellington. — [964, 461, 1095, 485]
advertisement-block — [278, 651, 410, 757]
ad-body-text: TALLOW at the Soap and Candle Works, Kuripuni, G. Wilton. — [964, 576, 1095, 592]
ad-body-text: CIGARS of the Primest Quality. MEERSCHAUM, G.B.D., and Briar PIPES in Endless Variety. — [690, 183, 820, 207]
advertisement-block — [278, 445, 410, 651]
ad-body-text: THE next CONCERT will be held at the Sunday-school Room on 21st July. — [142, 185, 272, 201]
ad-body-text: WANTED KNOWN.—Wedding Cakes, Pastry and Confectionery of every description at H. Willis's Bakery. — [964, 436, 1095, 460]
ad-body-text: On all Cash Purchases over 5s. — [553, 1135, 635, 1143]
ad-heading: THE MASTERTON PERMANENT INVESTMENT AND BUILDING SOCIETY. — [703, 322, 807, 366]
advertisement-block — [278, 1150, 410, 1239]
advertisement-block — [826, 179, 958, 230]
ad-body-text: NOTICE is hereby given that Poison is laid on Sections 18 and 45, Colebrook, Masterton. — [553, 680, 683, 696]
ad-subheading: N. Z. CLOTHING FACTORY. — [296, 566, 392, 592]
ad-signature: F. H. WOOD & CO., Auctioneers and Cattle Salesmen. — [594, 432, 683, 447]
ad-body-text: WANTED KNOWN.—That you can buy fittings cheaper at the Wairarapa Hardware Store. — [964, 519, 1095, 535]
advertisement-block — [963, 717, 1096, 769]
